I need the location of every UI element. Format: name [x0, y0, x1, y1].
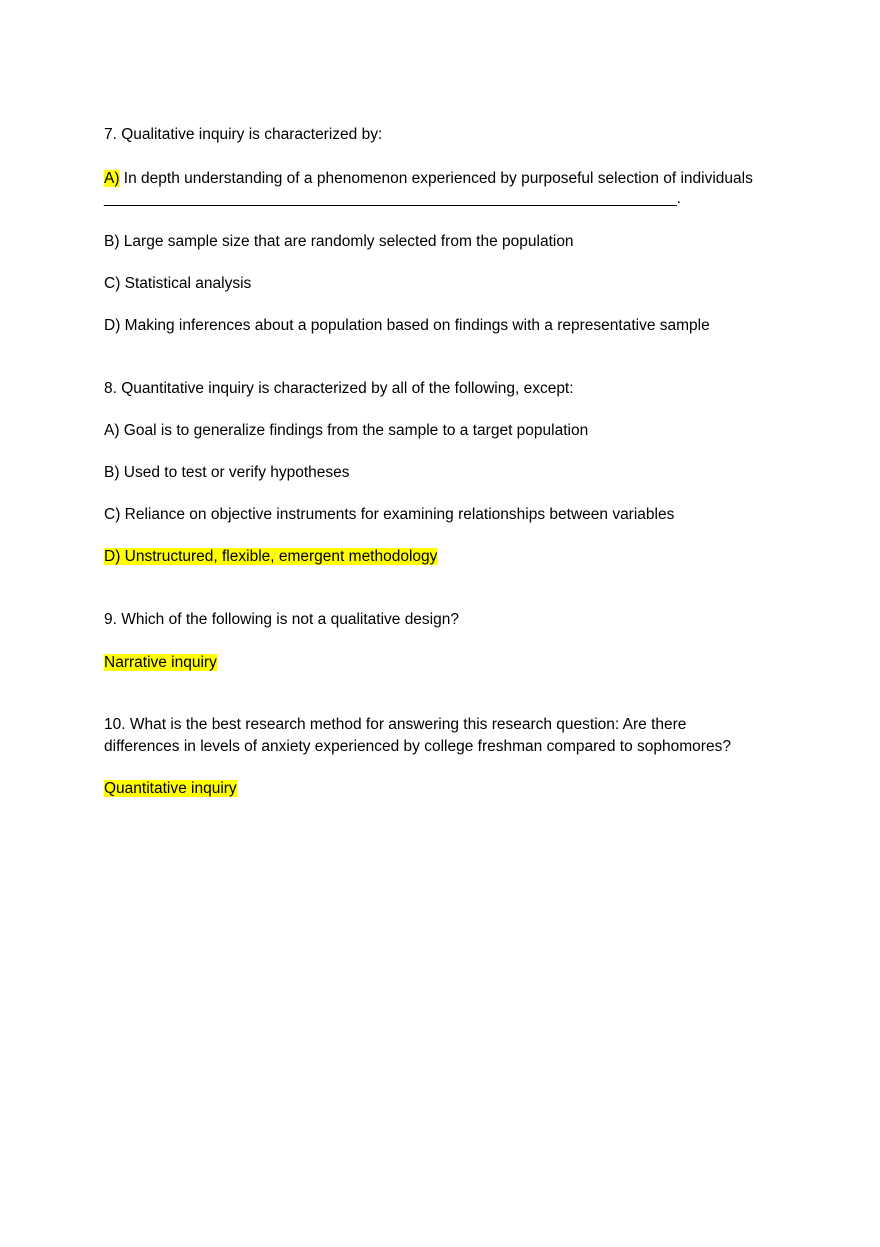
q7-option-d: D) Making inferences about a population based on findings with a representative sample [104, 317, 710, 334]
q7-question: 7. Qualitative inquiry is characterized by: [104, 126, 383, 143]
q7-option-a-text: In depth understanding of a phenomenon experienced by purposeful selection of individuals [119, 170, 753, 187]
q7-option-b: B) Large sample size that are randomly selected from the population [104, 233, 574, 250]
q8-option-d [104, 547, 437, 567]
q7-option-a-blank: ____________________________________________________________________. [104, 190, 681, 207]
q8-option-c: C) Reliance on objective instruments for examining relationships between variables [104, 506, 675, 523]
q9-answer [104, 653, 217, 673]
q8-option-a: A) Goal is to generalize findings from the sample to a target population [104, 422, 589, 439]
q10-question-line2: differences in levels of anxiety experienced by college freshman compared to sophomores? [104, 738, 731, 755]
q10-answer-highlight: Quantitative inquiry [104, 780, 237, 797]
q7-option-c: C) Statistical analysis [104, 275, 252, 292]
q8-question: 8. Quantitative inquiry is characterized by all of the following, except: [104, 380, 574, 397]
q7-option-a [104, 169, 753, 189]
q8-option-b: B) Used to test or verify hypotheses [104, 464, 350, 481]
q9-question: 9. Which of the following is not a qualitative design? [104, 611, 459, 628]
q9-answer-highlight: Narrative inquiry [104, 654, 217, 671]
q10-question-line1: 10. What is the best research method for answering this research question: Are there [104, 716, 687, 733]
q8-option-d-highlight: D) Unstructured, flexible, emergent methodology [104, 548, 438, 565]
q10-answer [104, 779, 237, 799]
q7-option-a-label: A) [104, 170, 120, 187]
